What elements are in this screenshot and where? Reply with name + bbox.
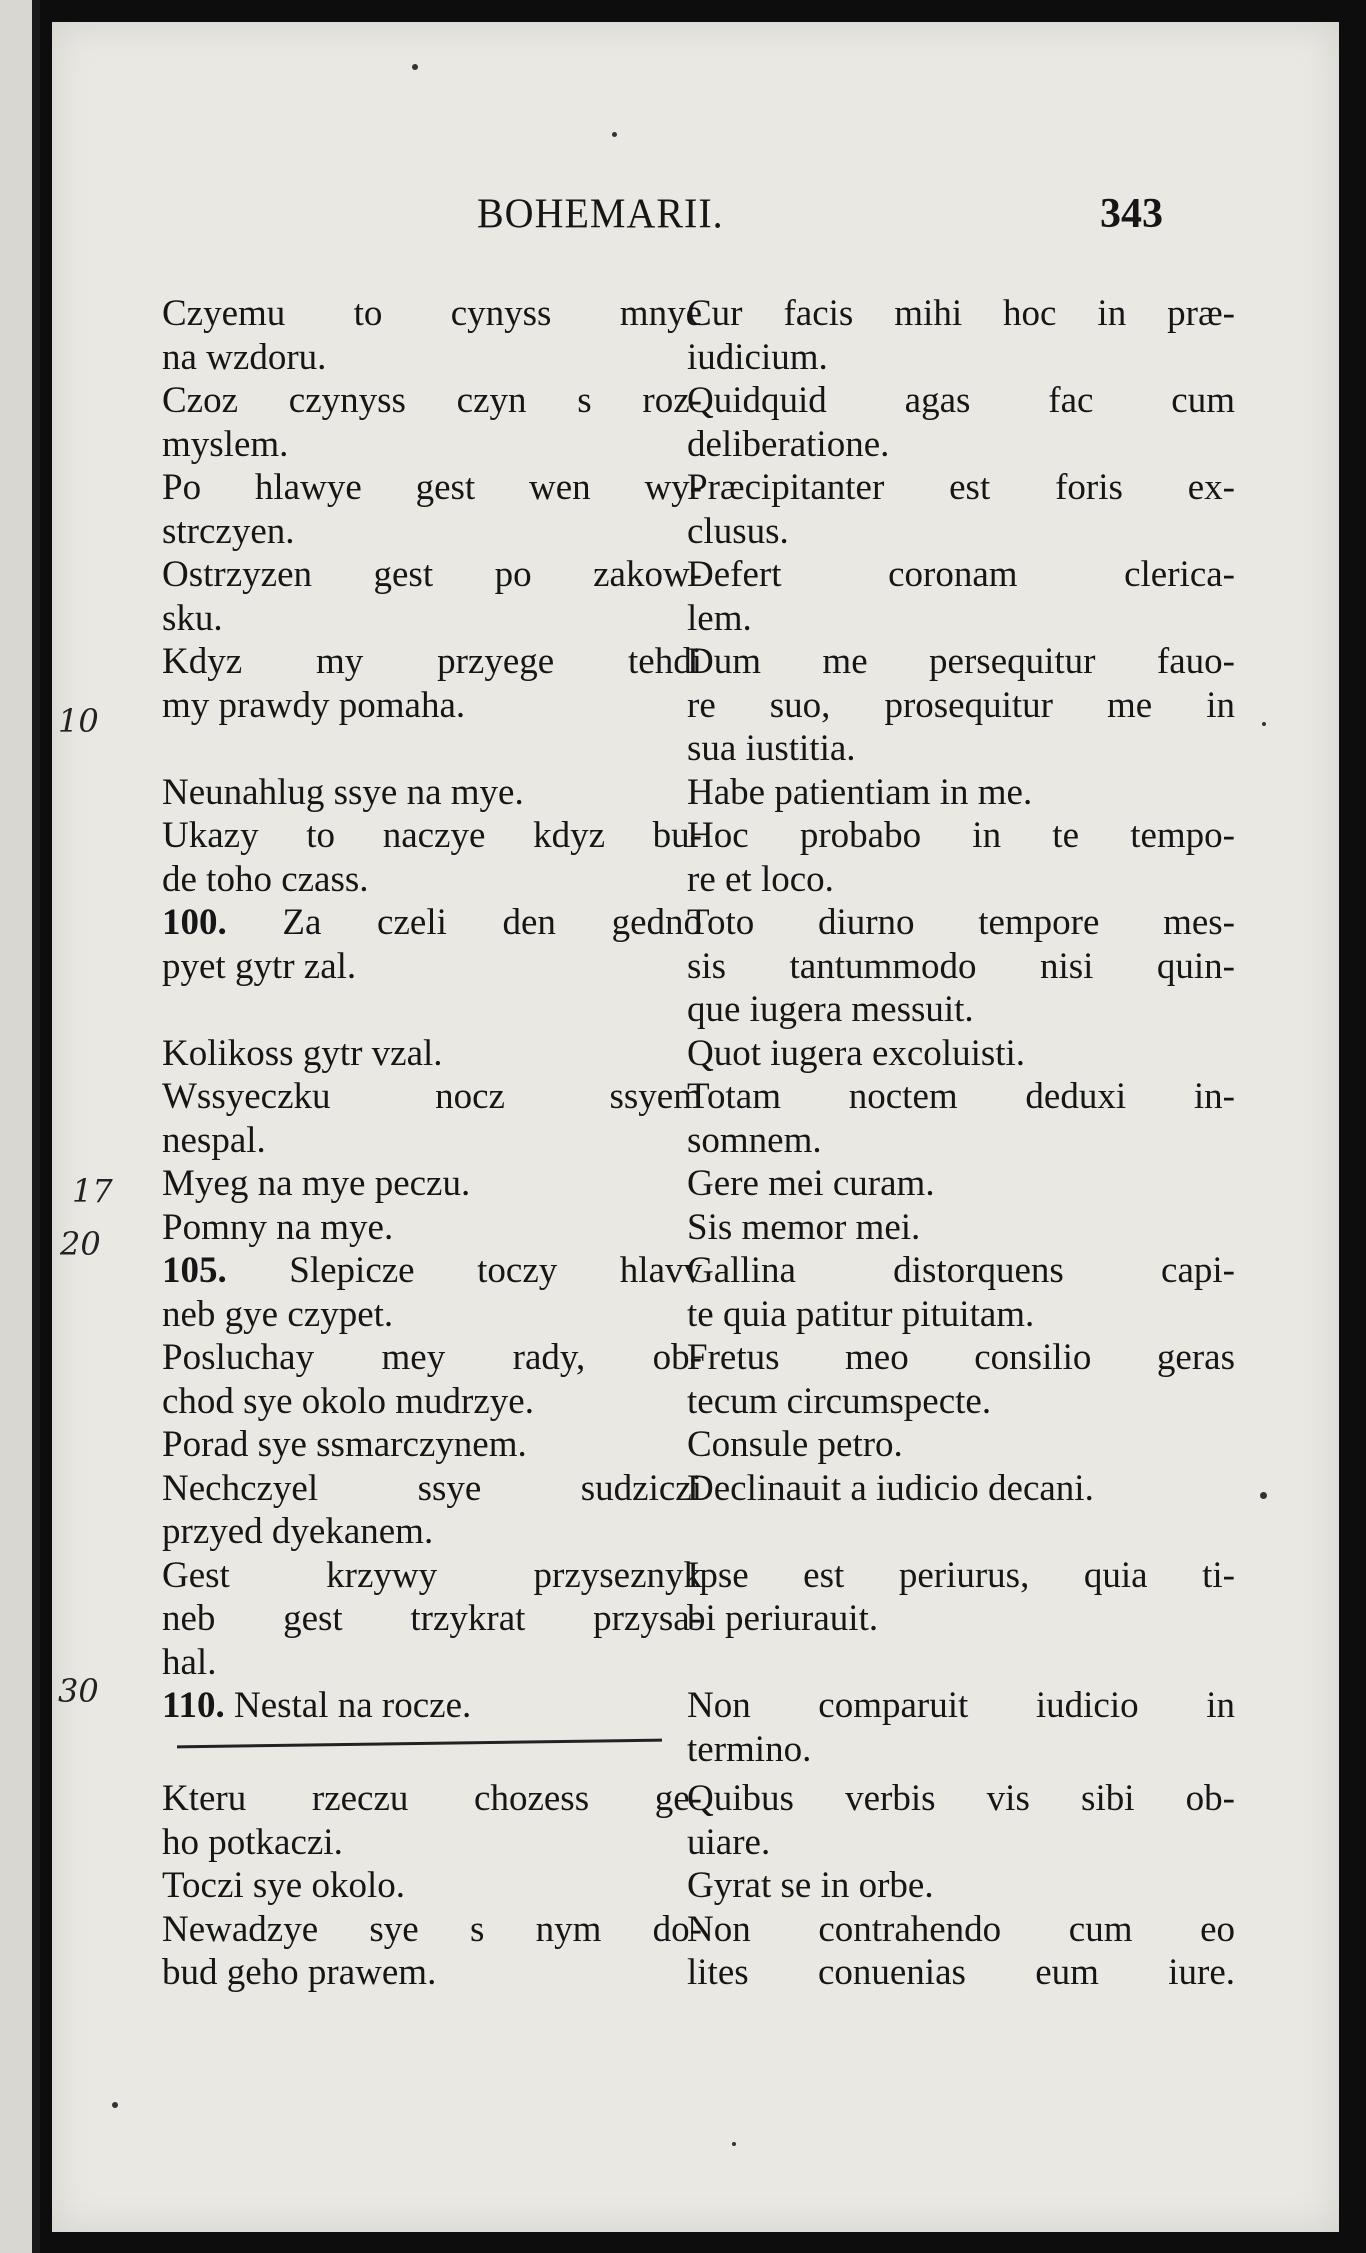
running-head: BOHEMARII. [477,189,724,238]
text-line: ho potkaczi. [162,1821,343,1863]
text-line: que iugera messuit. [687,989,974,1030]
spacer [162,988,702,1032]
czech-entry [162,1467,702,1554]
latin-entry [687,640,1235,771]
margin-note: 17 [72,1172,113,1210]
latin-column [687,292,1235,1995]
text-line: deliberatione. [687,423,890,465]
section-number: 105. [162,1250,227,1291]
czech-entry [162,640,702,771]
text-line: Wssyeczku nocz ssyem [162,1076,702,1117]
scan-speck [732,2142,736,2146]
latin-entry [687,1908,1235,1995]
margin-note: 10 [58,702,99,740]
page-number: 343 [1100,191,1163,237]
czech-entry [162,1684,702,1777]
text-line: chod sye okolo mudrzye. [162,1380,534,1422]
scan-speck [112,2102,118,2108]
latin-entry [687,1777,1235,1864]
text-line: Porad sye ssmarczynem. [162,1424,527,1465]
czech-entry [162,553,702,640]
text-line: Gere mei curam. [687,1163,935,1204]
scan-speck [1260,1492,1267,1499]
text-line: hal. [162,1641,217,1683]
text-line: Gest krzywy przyseznyk [162,1554,702,1596]
czech-entry [162,1908,702,1995]
text-line: iudicium. [687,336,828,378]
text-line: Non contrahendo cum eo [687,1908,1235,1950]
text-line: Habe patientiam in me. [687,771,1033,813]
section-number: 110. [162,1685,225,1726]
text-line: Kolikoss gytr vzal. [162,1032,443,1074]
text-line: tecum circumspecte. [687,1380,992,1422]
text-line: Cur facis mihi hoc in præ- [687,293,1235,334]
text-line: Toto diurno tempore mes- [687,902,1235,943]
latin-entry [687,1249,1235,1336]
czech-entry [162,1777,702,1864]
text-line: Præcipitanter est foris ex- [687,467,1235,508]
text-line: 105. Slepicze toczy hlavv [162,1250,702,1291]
text-line: Czyemu to cynyss mnye [162,293,702,334]
text-line: Quot iugera excoluisti. [687,1032,1026,1074]
text-line: nespal. [162,1119,266,1161]
text-line: uiare. [687,1821,771,1863]
text-line: sis tantummodo nisi quin- [687,945,1235,987]
czech-entry [162,292,702,379]
latin-entry [687,1075,1235,1162]
latin-entry [687,1554,1235,1685]
text-line: myslem. [162,423,289,465]
text-line: Quibus verbis vis sibi ob- [687,1778,1235,1819]
text-line: my prawdy pomaha. [162,684,466,726]
text-line: bi periurauit. [687,1598,879,1639]
latin-entry [687,1423,1235,1467]
latin-entry [687,771,1235,815]
czech-entry [162,466,702,553]
czech-entry [162,1032,702,1076]
text-line: termino. [687,1728,812,1770]
text-line: lites conuenias eum iure. [687,1952,1235,1993]
latin-entry [687,1206,1235,1250]
czech-column [162,292,702,1995]
text-line: Consule petro. [687,1424,903,1465]
text-line: de toho czass. [162,858,369,900]
latin-entry [687,1032,1235,1076]
latin-entry [687,1162,1235,1206]
page-header [52,190,1339,250]
latin-entry [687,553,1235,640]
text-line: Ostrzyzen gest po zakow- [162,554,702,595]
text-line: sua iustitia. [687,728,856,769]
latin-entry [687,901,1235,1032]
czech-entry [162,1249,702,1336]
text-line: Gyrat se in orbe. [687,1865,934,1906]
czech-entry [162,1162,702,1206]
text-line: Newadzye sye s nym do- [162,1908,702,1950]
book-page [52,22,1339,2232]
scan-speck [612,132,617,137]
text-line: Neunahlug ssye na mye. [162,771,524,813]
text-line: bud geho prawem. [162,1952,437,1993]
czech-entry [162,379,702,466]
latin-entry [687,1864,1235,1908]
text-line: Declinauit a iudicio decani. [687,1467,1094,1509]
text-line: Hoc probabo in te tempo- [687,815,1235,856]
section-number: 100. [162,902,227,943]
text-line: re et loco. [687,858,834,900]
text-line: Toczi sye okolo. [162,1865,405,1906]
text-line: Totam noctem deduxi in- [687,1076,1235,1117]
text-line: Fretus meo consilio geras [687,1337,1235,1378]
spacer [687,1510,1235,1554]
text-line: te quia patitur pituitam. [687,1293,1035,1335]
text-line: Myeg na mye peczu. [162,1163,471,1204]
text-line: Ukazy to naczye kdyz bu- [162,815,702,856]
text-line: neb gest trzykrat przysa- [162,1598,702,1639]
text-line: Kteru rzeczu chozess ge- [162,1778,702,1819]
text-line: na wzdoru. [162,336,327,378]
text-line: Nechczyel ssye sudziczi [162,1467,702,1509]
text-line: Kdyz my przyege tehdi [162,641,702,682]
scan-speck [412,64,418,70]
latin-entry [687,814,1235,901]
text-line: Dum me persequitur fauo- [687,641,1235,682]
czech-entry [162,771,702,815]
latin-entry [687,292,1235,379]
text-line: Pomny na mye. [162,1206,394,1248]
text-line: Posluchay mey rady, ob- [162,1337,702,1378]
text-line: strczyen. [162,510,295,552]
text-line: 100. Za czeli den gedno [162,902,702,943]
text-line: Po hlawye gest wen wy- [162,467,702,508]
adjacent-page-edge [0,0,40,2253]
latin-entry [687,1336,1235,1423]
latin-entry [687,1467,1235,1554]
margin-note: 30 [58,1672,99,1710]
text-line: Ipse est periurus, quia ti- [687,1554,1235,1596]
text-line: lem. [687,597,752,639]
text-line: Non comparuit iudicio in [687,1685,1235,1726]
text-line: Czoz czynyss czyn s roz- [162,380,702,421]
latin-entry [687,379,1235,466]
czech-entry [162,1336,702,1423]
czech-entry [162,1554,702,1685]
text-line: pyet gytr zal. [162,945,357,987]
spacer [162,727,702,771]
text-line: przyed dyekanem. [162,1511,434,1552]
spacer [687,1641,1235,1685]
text-line: somnem. [687,1119,822,1161]
latin-entry [687,466,1235,553]
text-line: 110. Nestal na rocze. [162,1685,472,1726]
text-line: clusus. [687,510,789,552]
czech-entry [162,1075,702,1162]
spacer [162,1728,702,1772]
czech-entry [162,901,702,1032]
text-line: Gallina distorquens capi- [687,1250,1235,1291]
scan-speck [1262,722,1266,726]
latin-entry [687,1684,1235,1777]
text-line: sku. [162,597,223,639]
czech-entry [162,1423,702,1467]
text-line: Quidquid agas fac cum [687,380,1235,421]
text-line: Sis memor mei. [687,1206,921,1248]
czech-entry [162,1864,702,1908]
text-line: neb gye czypet. [162,1293,394,1335]
text-line: re suo, prosequitur me in [687,684,1235,726]
czech-entry [162,1206,702,1250]
margin-note: 20 [60,1225,101,1263]
text-line: Defert coronam clerica- [687,554,1235,595]
czech-entry [162,814,702,901]
